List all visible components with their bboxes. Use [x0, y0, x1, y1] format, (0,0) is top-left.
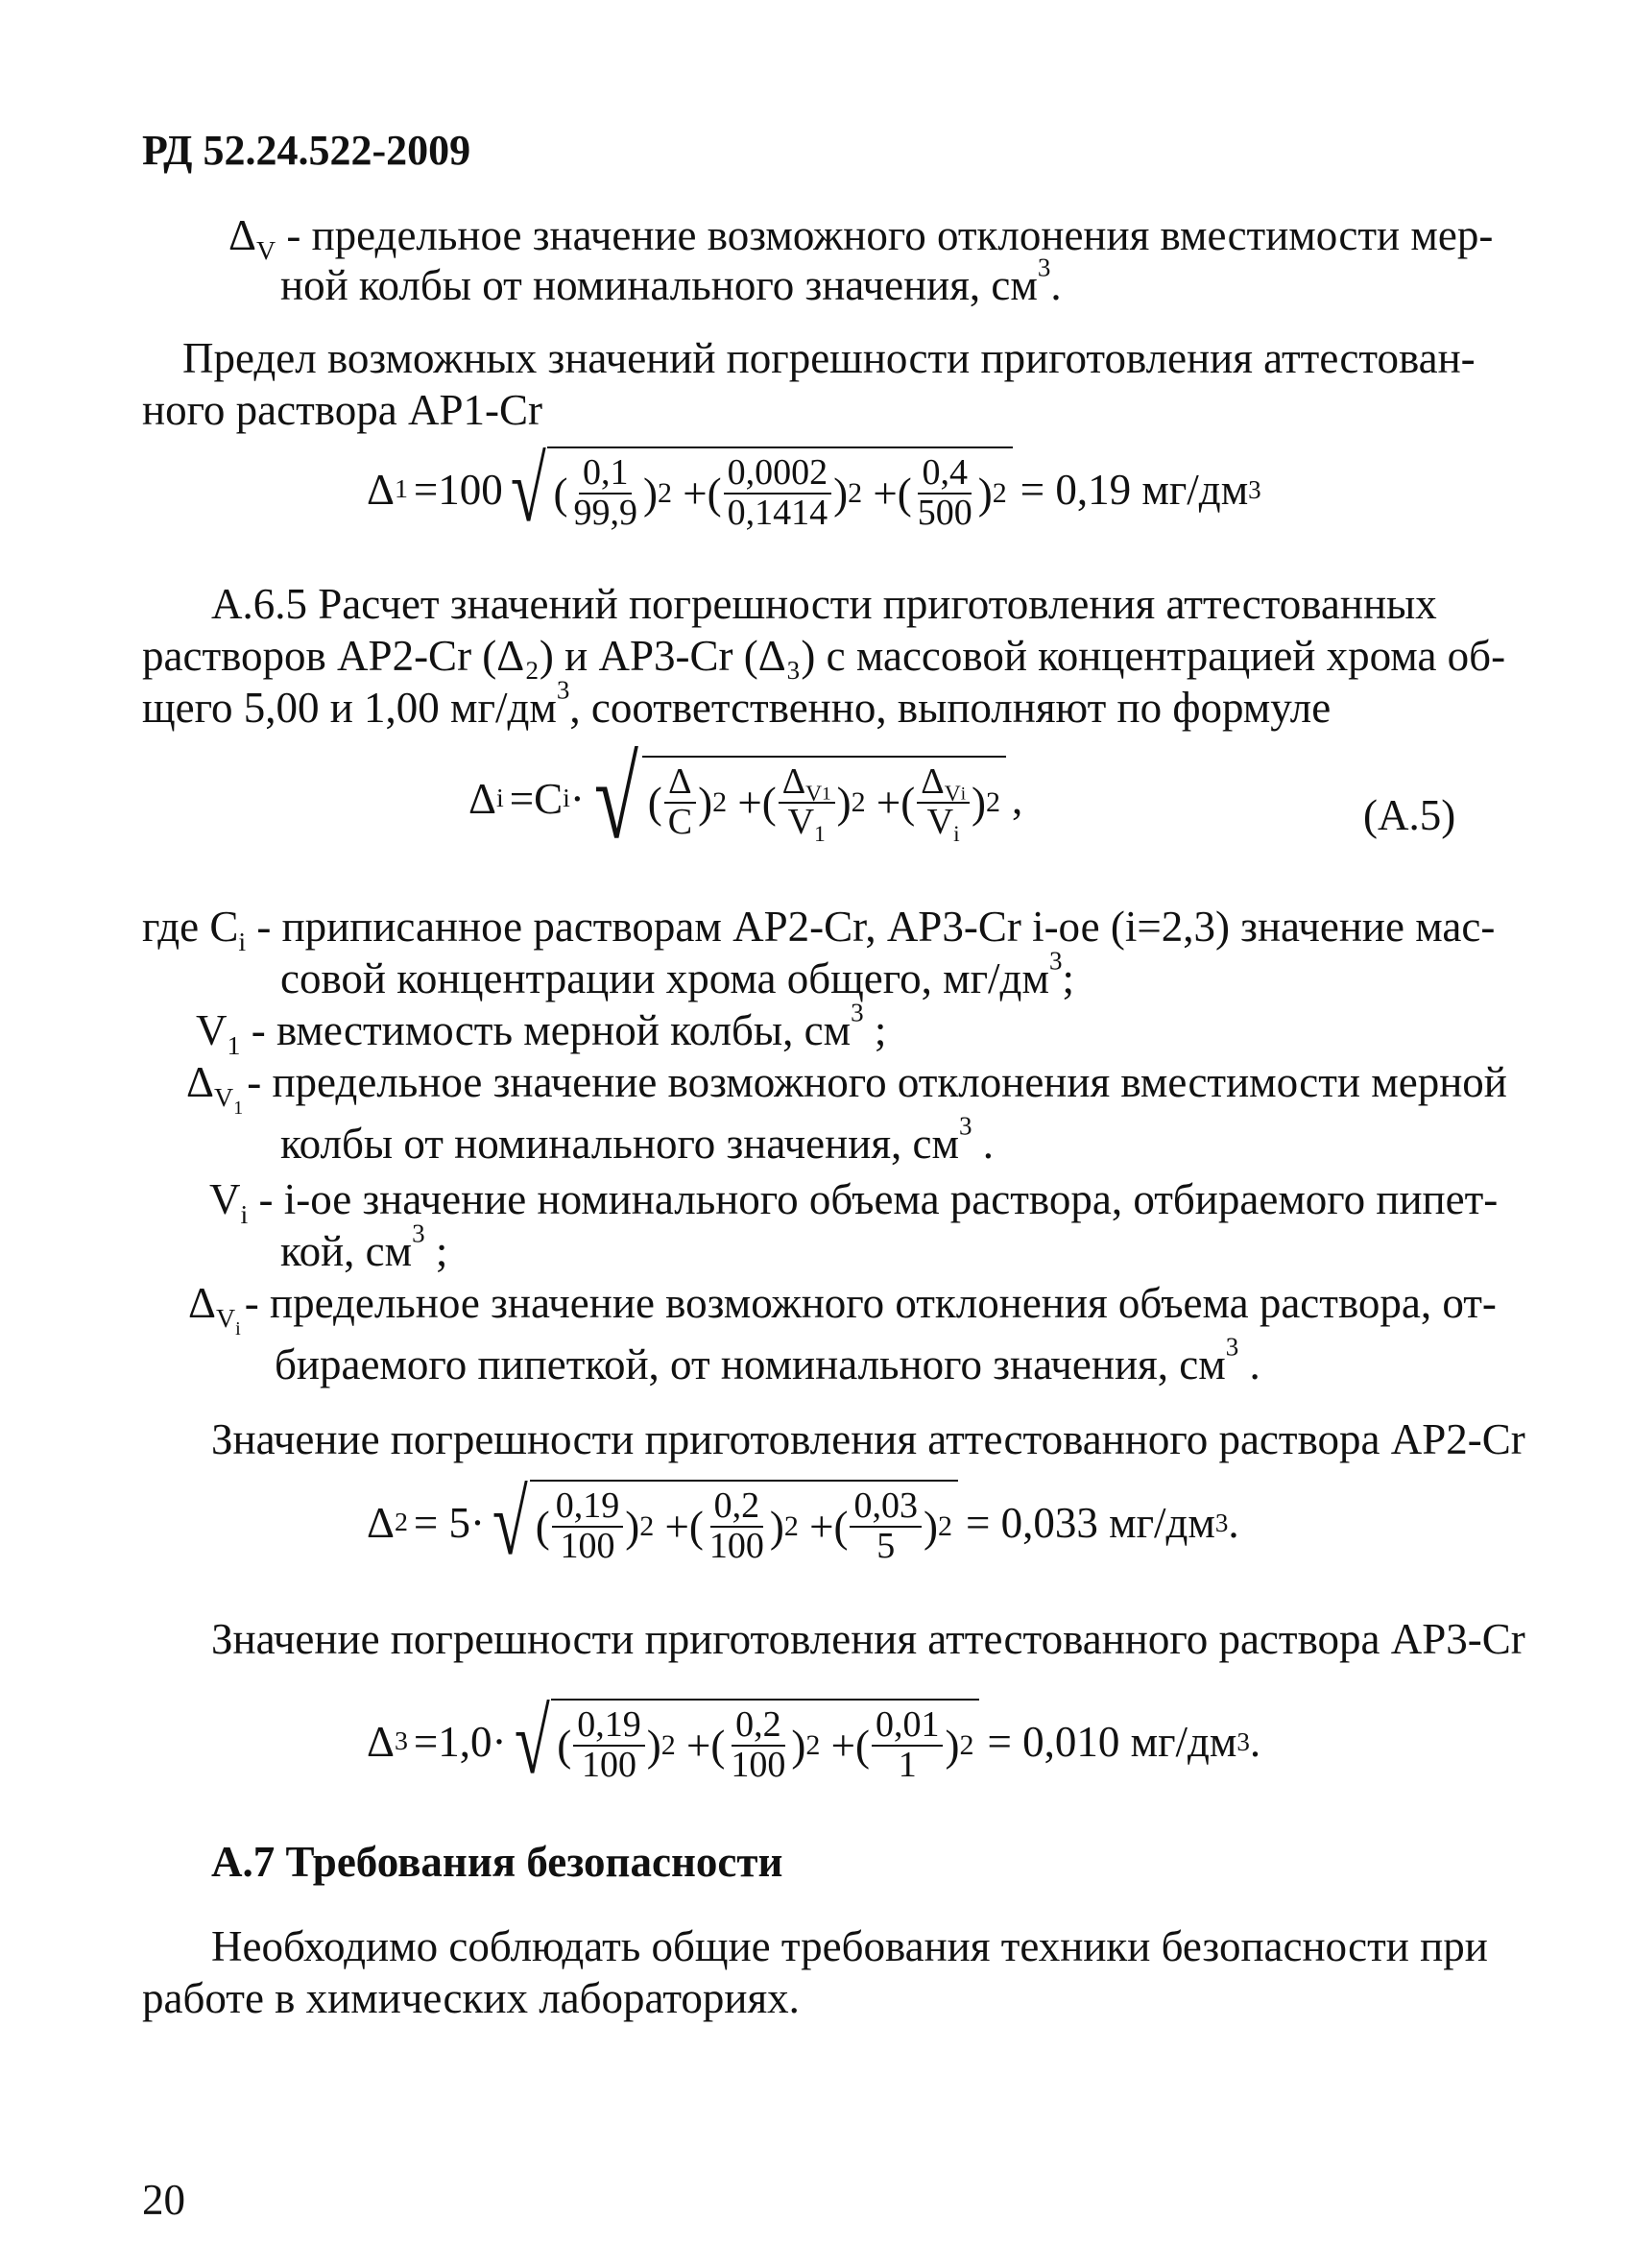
section-a7-line1: Необходимо соблюдать общие требования техники безопасности при: [211, 1922, 1488, 1970]
square-root: √ ( $\frac{0,19}{100}$ ) 2 +( $\frac{0,2}{100}$ ) 2 +( $\frac{0,01}{1}$ ) 2: [507, 1696, 980, 1788]
fraction: $\frac{0,01}{1}$: [872, 1706, 944, 1785]
fraction: $\frac{\Delta_{V1}}{V_1}$: [779, 763, 835, 842]
paragraph-ar3: Значение погрешности приготовления аттестованного раствора АР3-Cr: [211, 1615, 1525, 1663]
section-a7-heading: А.7 Требования безопасности: [211, 1838, 783, 1886]
square-root: √ ( $\frac{0,19}{100}$ ) 2 +( $\frac{0,2}{100}$ ) 2 +( $\frac{0,03}{5}$ ) 2: [485, 1477, 958, 1569]
fraction: $\frac{\Delta}{C}$: [664, 763, 696, 842]
where-c-line2: совой концентрации хрома общего, $мг/дм^3$;: [280, 946, 1074, 1002]
fraction: $\frac{0,2}{100}$: [708, 1485, 764, 1566]
fraction: $\frac{0,19}{100}$: [552, 1487, 624, 1566]
where-vi-line1: $V_i - i-ое$ значение номинального объема раствора, отбираемого пипет-: [209, 1175, 1499, 1230]
fraction: $\frac{0,4}{500}$: [917, 452, 972, 533]
where-dv1-line2: колбы от номинального значения, $см^3$ .: [280, 1111, 994, 1168]
definition-delta-v-line1: $\Delta_V$ - предельное значение возможного отклонения вместимости мер-: [228, 211, 1494, 266]
paragraph-limit-line2: ного раствора АР1-Cr: [142, 386, 542, 434]
section-a65-line3: щего 5,00 и 1,00 $мг/дм^3$, соответственно, выполняют по формуле: [142, 675, 1332, 732]
equation-number: (А.5): [1363, 791, 1456, 839]
formula-delta-1: Δ 1 =100 √ ( $\frac{0,1}{99,9}$ ) 2 +( $\frac{0,0002}{0,1414}$ ) 2 +( $\frac{0,4}{500}$ ) 2 = 0,19 мг/дм 3: [367, 438, 1261, 541]
page-number: 20: [142, 2176, 185, 2224]
fraction: $\frac{0,0002}{0,1414}$: [724, 454, 832, 533]
fraction: $\frac{0,03}{5}$: [850, 1487, 922, 1566]
fraction: $\frac{0,2}{100}$: [731, 1704, 786, 1785]
definition-delta-v-line2: ной колбы от номинального значения, $см^3$.: [280, 253, 1062, 309]
fraction: $\frac{0,1}{99,9}$: [573, 452, 637, 533]
where-dvi-line2: бираемого пипеткой, от номинального значения, $см^3$ .: [275, 1332, 1260, 1388]
fraction: $\frac{\Delta_{Vi}}{V_i}$: [917, 763, 970, 842]
section-a7-line2: работе в химических лабораториях.: [142, 1974, 800, 2022]
section-a65-line1: А.6.5 Расчет значений погрешности приготовления аттестованных: [211, 580, 1437, 628]
where-dv1-line1: $\Delta_{V1}-$ предельное значение возможного отклонения вместимости мерной: [186, 1058, 1507, 1120]
square-root: √ ( $\frac{\Delta}{C}$ ) 2 +( $\frac{\Delta_{V1}}{V_1}$ ) 2 +( $\frac{\Delta_{Vi}}{V_i}$ ) 2: [585, 741, 1006, 857]
document-header: РД 52.24.522-2009: [142, 127, 471, 174]
formula-delta-2: Δ 2 = 5· √ ( $\frac{0,19}{100}$ ) 2 +( $\frac{0,2}{100}$ ) 2 +( $\frac{0,03}{5}$ ) 2 = 0,033 мг/дм 3 .: [367, 1471, 1239, 1574]
where-vi-line2: кой, $см^3$ ;: [280, 1218, 448, 1275]
formula-delta-3: Δ 3 =1,0· √ ( $\frac{0,19}{100}$ ) 2 +( $\frac{0,2}{100}$ ) 2 +( $\frac{0,01}{1}$ ) 2 = 0,010 мг/дм 3 .: [367, 1690, 1261, 1793]
where-dvi-line1: $\Delta_{Vi}-$ предельное значение возможного отклонения объема раствора, от-: [188, 1279, 1497, 1340]
where-v1: $V_1$ - вместимость мерной колбы, $см^3$ ;: [196, 998, 887, 1061]
where-c-line1: где $C_i$ - приписанное растворам АР2-Cr, АР3-Cr i-ое (i=2,3) значение мас-: [142, 903, 1496, 957]
fraction: $\frac{0,19}{100}$: [573, 1706, 645, 1785]
square-root: √ ( $\frac{0,1}{99,9}$ ) 2 +( $\frac{0,0002}{0,1414}$ ) 2 +( $\frac{0,4}{500}$ ) 2: [503, 444, 1013, 536]
formula-a5: Δ i =C i · √ ( $\frac{\Delta}{C}$ ) 2 +( $\frac{\Delta_{V1}}{V_1}$ ) 2 +( $\frac{\Delta_{Vi}}{V_i}$ ) 2 ,: [468, 735, 1023, 862]
paragraph-ar2: Значение погрешности приготовления аттестованного раствора АР2-Cr: [211, 1415, 1525, 1463]
section-a65-line2: растворов АР2-Cr (Δ₂) и АР3-Cr (Δ₃) с массовой концентрацией хрома об-: [142, 632, 1506, 680]
paragraph-limit-line1: Предел возможных значений погрешности приготовления аттестован-: [182, 334, 1476, 382]
